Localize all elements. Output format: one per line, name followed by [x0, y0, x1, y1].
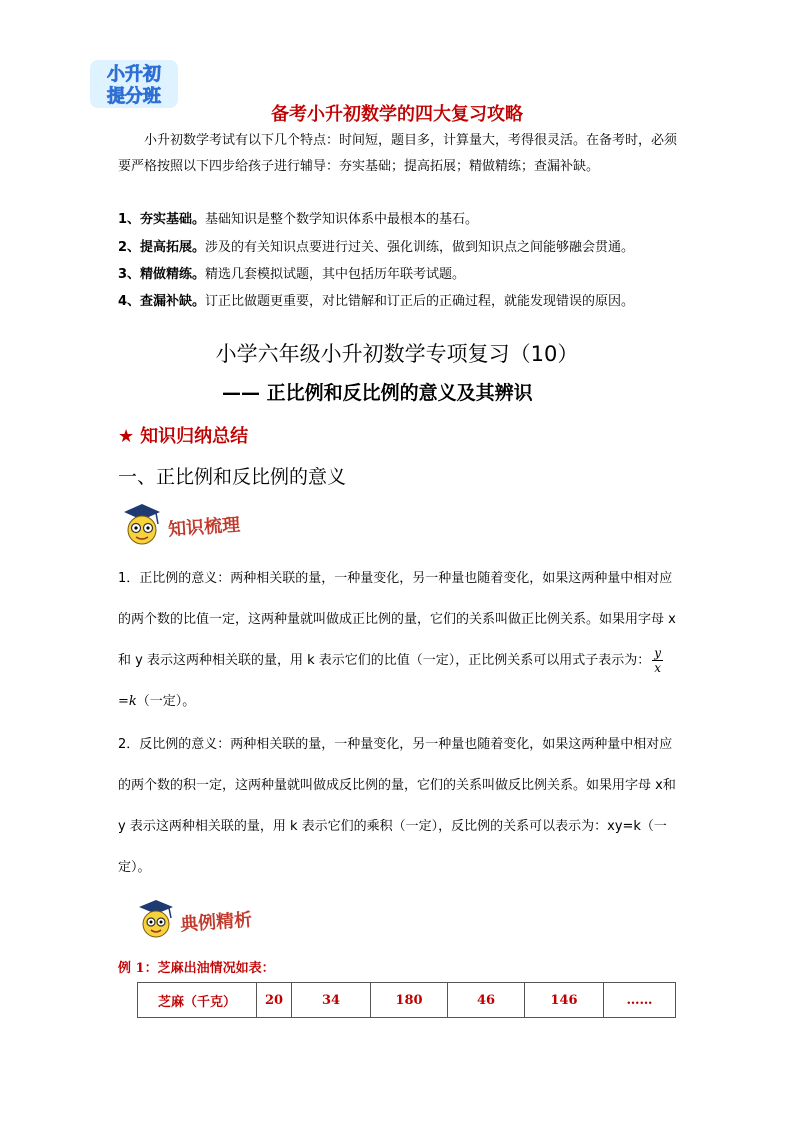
equals-k: =k [118, 694, 137, 709]
inverse-proportion-paragraph: 2．反比例的意义：两种相关联的量，一种量变化，另一种量也随着变化，如果这两种量中相对应的两个数的积一定，这两种量就叫做成反比例的量，它们的关系叫做反比例关系。如果用字母 x和 y 表示这两种相关联的量，用 k 表示它们的乘积（一定），反比例的关系可以表示为：xy=k（一定）。 [118, 737, 676, 875]
document-title: 备考小升初数学的四大复习攻略 [271, 104, 523, 125]
svg-text:小升初: 小升初 [107, 64, 161, 85]
intro-paragraph: 小升初数学考试有以下几个特点：时间短，题目多，计算量大，考得很灵活。在备考时，必须要严格按照以下四步给孩子进行辅导：夯实基础；提高拓展；精做精练；查漏补缺。 [118, 133, 678, 174]
direct-proportion-text: 1．正比例的意义：两种相关联的量，一种量变化，另一种量也随着变化，如果这两种量中相对应的两个数的比值一定，这两种量就叫做成正比例的量，它们的关系叫做正比例关系。如果用字母 x和 y 表示这两种相关联的量，用 k 表示它们的比值（一定），正比例关系可以用式子表示为： [118, 571, 676, 668]
fraction-numerator: y [654, 646, 662, 660]
tip-3-body: 精选几套模拟试题，其中包括历年联考试题。 [205, 267, 466, 282]
table-row [138, 983, 676, 1018]
scholar-cartoon-icon [136, 898, 176, 944]
table-cell: 34 [292, 983, 371, 1018]
tip-3-head: 3、精做精练。 [118, 267, 206, 282]
table-cell: 180 [371, 983, 448, 1018]
svg-text:提分班: 提分班 [107, 86, 161, 107]
main-title: 小学六年级小升初数学专项复习（10） [215, 342, 579, 366]
sub-title: —— 正比例和反比例的意义及其辨识 [222, 382, 533, 404]
typical-examples-badge [136, 898, 252, 944]
section-heading [118, 422, 248, 448]
tip-1-head: 1、夯实基础。 [118, 212, 206, 227]
knowledge-review-label: 知识梳理 [167, 514, 241, 541]
part-1-title: 一、正比例和反比例的意义 [118, 466, 347, 488]
tip-2-body: 涉及的有关知识点要进行过关、强化训练，做到知识点之间能够融会贯通。 [205, 240, 635, 255]
tip-4-body: 订正比做题更重要，对比错解和订正后的正确过程，就能发现错误的原因。 [205, 294, 635, 309]
fraction-denominator: x [654, 661, 662, 675]
typical-examples-label: 典例精析 [179, 909, 253, 936]
tip-1-body: 基础知识是整个数学知识体系中最根本的基石。 [205, 212, 479, 227]
tip-1 [118, 210, 688, 230]
table-cell: …… [604, 983, 676, 1018]
section-heading-label: 知识归纳总结 [140, 426, 249, 447]
table-cell: 20 [257, 983, 292, 1018]
sesame-oil-table [137, 982, 676, 1018]
star-icon: ★ [118, 426, 135, 447]
scholar-cartoon-icon [120, 502, 164, 550]
tip-4-head: 4、查漏补缺。 [118, 294, 206, 309]
tip-2 [118, 238, 688, 258]
tip-3 [118, 265, 688, 285]
table-cell: 46 [448, 983, 525, 1018]
example-1-heading: 例 1：芝麻出油情况如表： [118, 961, 275, 976]
tip-4 [118, 292, 688, 312]
tip-2-head: 2、提高拓展。 [118, 240, 206, 255]
table-cell: 146 [525, 983, 604, 1018]
table-cell-header: 芝麻（千克） [138, 983, 257, 1018]
y-over-x-fraction [652, 646, 663, 675]
direct-proportion-tail: （一定）。 [136, 694, 196, 709]
knowledge-review-badge [120, 502, 240, 550]
direct-proportion-paragraph [118, 558, 678, 722]
